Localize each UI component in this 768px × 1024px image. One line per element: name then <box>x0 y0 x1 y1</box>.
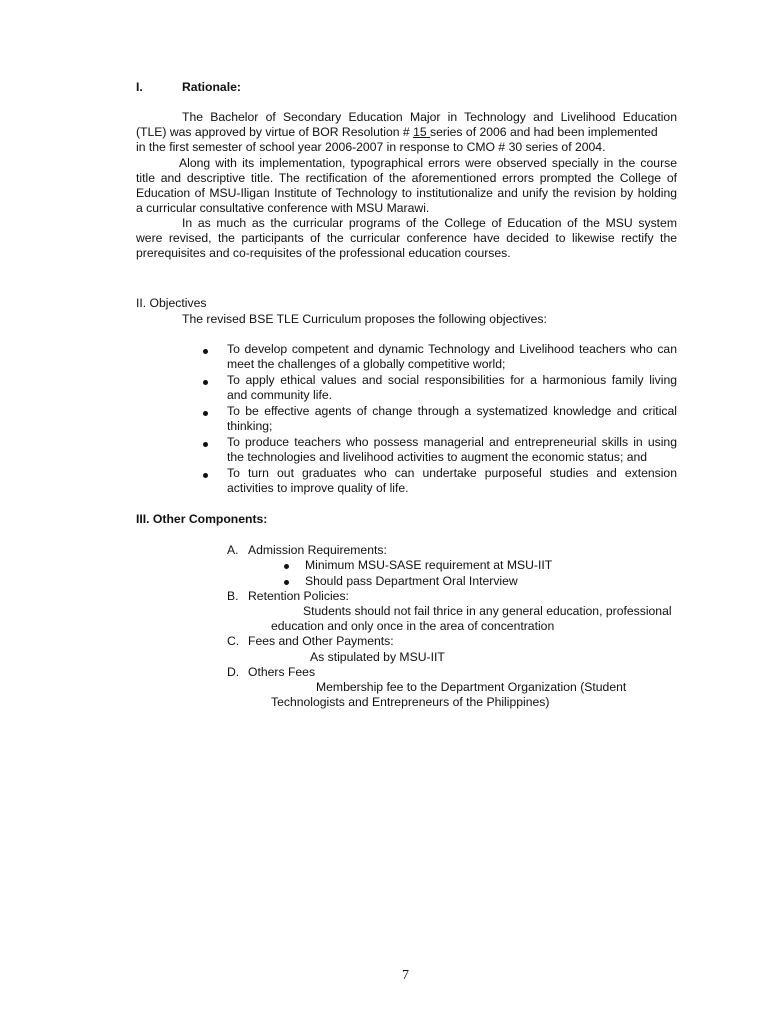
rationale-p1-line2-b: series of 2006 and had been implemented <box>430 125 658 139</box>
objective-1-line2: meet the challenges of a globally competitive world; <box>227 357 506 371</box>
objective-1-line1: To develop competent and dynamic Technology and Livelihood teachers who can <box>227 342 677 356</box>
fees-text: As stipulated by MSU-IIT <box>310 650 445 664</box>
rationale-p1-line3: in the first semester of school year 2006-2007 in response to CMO # 30 series of 2004. <box>136 140 606 154</box>
objectives-intro: The revised BSE TLE Curriculum proposes the following objectives: <box>182 312 547 326</box>
admission-bullet-2: Should pass Department Oral Interview <box>305 574 518 588</box>
component-b-label: Retention Policies: <box>248 589 349 603</box>
objective-4-line1: To produce teachers who possess managerial and entrepreneurial skills in using <box>227 435 677 449</box>
retention-text-line2: education and only once in the area of concentration <box>271 619 555 633</box>
component-b-letter: B. <box>227 589 239 603</box>
component-a-letter: A. <box>227 543 239 557</box>
bullet-icon <box>284 564 289 569</box>
rationale-p3-line2: were revised, the participants of the curricular conference have decided to likewise rectify the <box>136 231 677 245</box>
objective-4-line2: the technologies and livelihood activities to augment the economic status; and <box>227 450 648 464</box>
bullet-icon <box>203 380 208 385</box>
objective-5-line2: activities to improve quality of life. <box>227 481 409 495</box>
objective-5-line1: To turn out graduates who can undertake purposeful studies and extension <box>227 466 677 480</box>
rationale-p3-line3: prerequisites and co-requisites of the professional education courses. <box>136 246 511 260</box>
rationale-p3-line1: In as much as the curricular programs of the College of Education of the MSU system <box>182 216 677 230</box>
others-fees-line2: Technologists and Entrepreneurs of the Philippines) <box>271 695 550 709</box>
component-c-label: Fees and Other Payments: <box>248 634 394 648</box>
bullet-icon <box>203 349 208 354</box>
bor-resolution-number: 15 <box>413 125 427 139</box>
rationale-p2-line4: a curricular consultative conference with MSU Marawi. <box>136 201 430 215</box>
section-heading-objectives: II. Objectives <box>136 296 207 310</box>
bullet-icon <box>203 442 208 447</box>
objective-2-line1: To apply ethical values and social responsibilities for a harmonious family living <box>227 373 677 387</box>
section-heading-rationale: Rationale: <box>182 80 241 94</box>
bullet-icon <box>203 411 208 416</box>
rationale-p1-line2-a: (TLE) was approved by virtue of BOR Resolution # <box>136 125 410 139</box>
retention-text-line1: Students should not fail thrice in any general education, professional <box>303 604 672 618</box>
section-number-rationale: I. <box>136 80 143 94</box>
rationale-p2-line3: Education of MSU-Iligan Institute of Technology to institutionalize and unify the revision by holding <box>136 186 677 200</box>
component-c-letter: C. <box>227 634 240 648</box>
objective-3-line2: thinking; <box>227 419 273 433</box>
rationale-p2-line2: title and descriptive title. The rectification of the aforementioned errors prompted the College of <box>136 171 677 185</box>
rationale-p1-line2 <box>136 125 677 140</box>
bullet-icon <box>284 580 289 585</box>
objective-3-line1: To be effective agents of change through a systematized knowledge and critical <box>227 404 677 418</box>
component-a-label: Admission Requirements: <box>248 543 387 557</box>
component-d-label: Others Fees <box>248 665 316 679</box>
page-number: 7 <box>402 968 409 983</box>
admission-bullet-1: Minimum MSU-SASE requirement at MSU-IIT <box>305 558 553 572</box>
rationale-p1-line1: The Bachelor of Secondary Education Major in Technology and Livelihood Education <box>182 110 677 124</box>
objective-2-line2: and community life. <box>227 388 332 402</box>
component-d-letter: D. <box>227 665 240 679</box>
others-fees-line1: Membership fee to the Department Organization (Student <box>316 680 627 694</box>
section-heading-other-components: III. Other Components: <box>136 512 268 526</box>
bullet-icon <box>203 473 208 478</box>
rationale-p2-line1: Along with its implementation, typographical errors were observed specially in the course <box>179 156 677 170</box>
